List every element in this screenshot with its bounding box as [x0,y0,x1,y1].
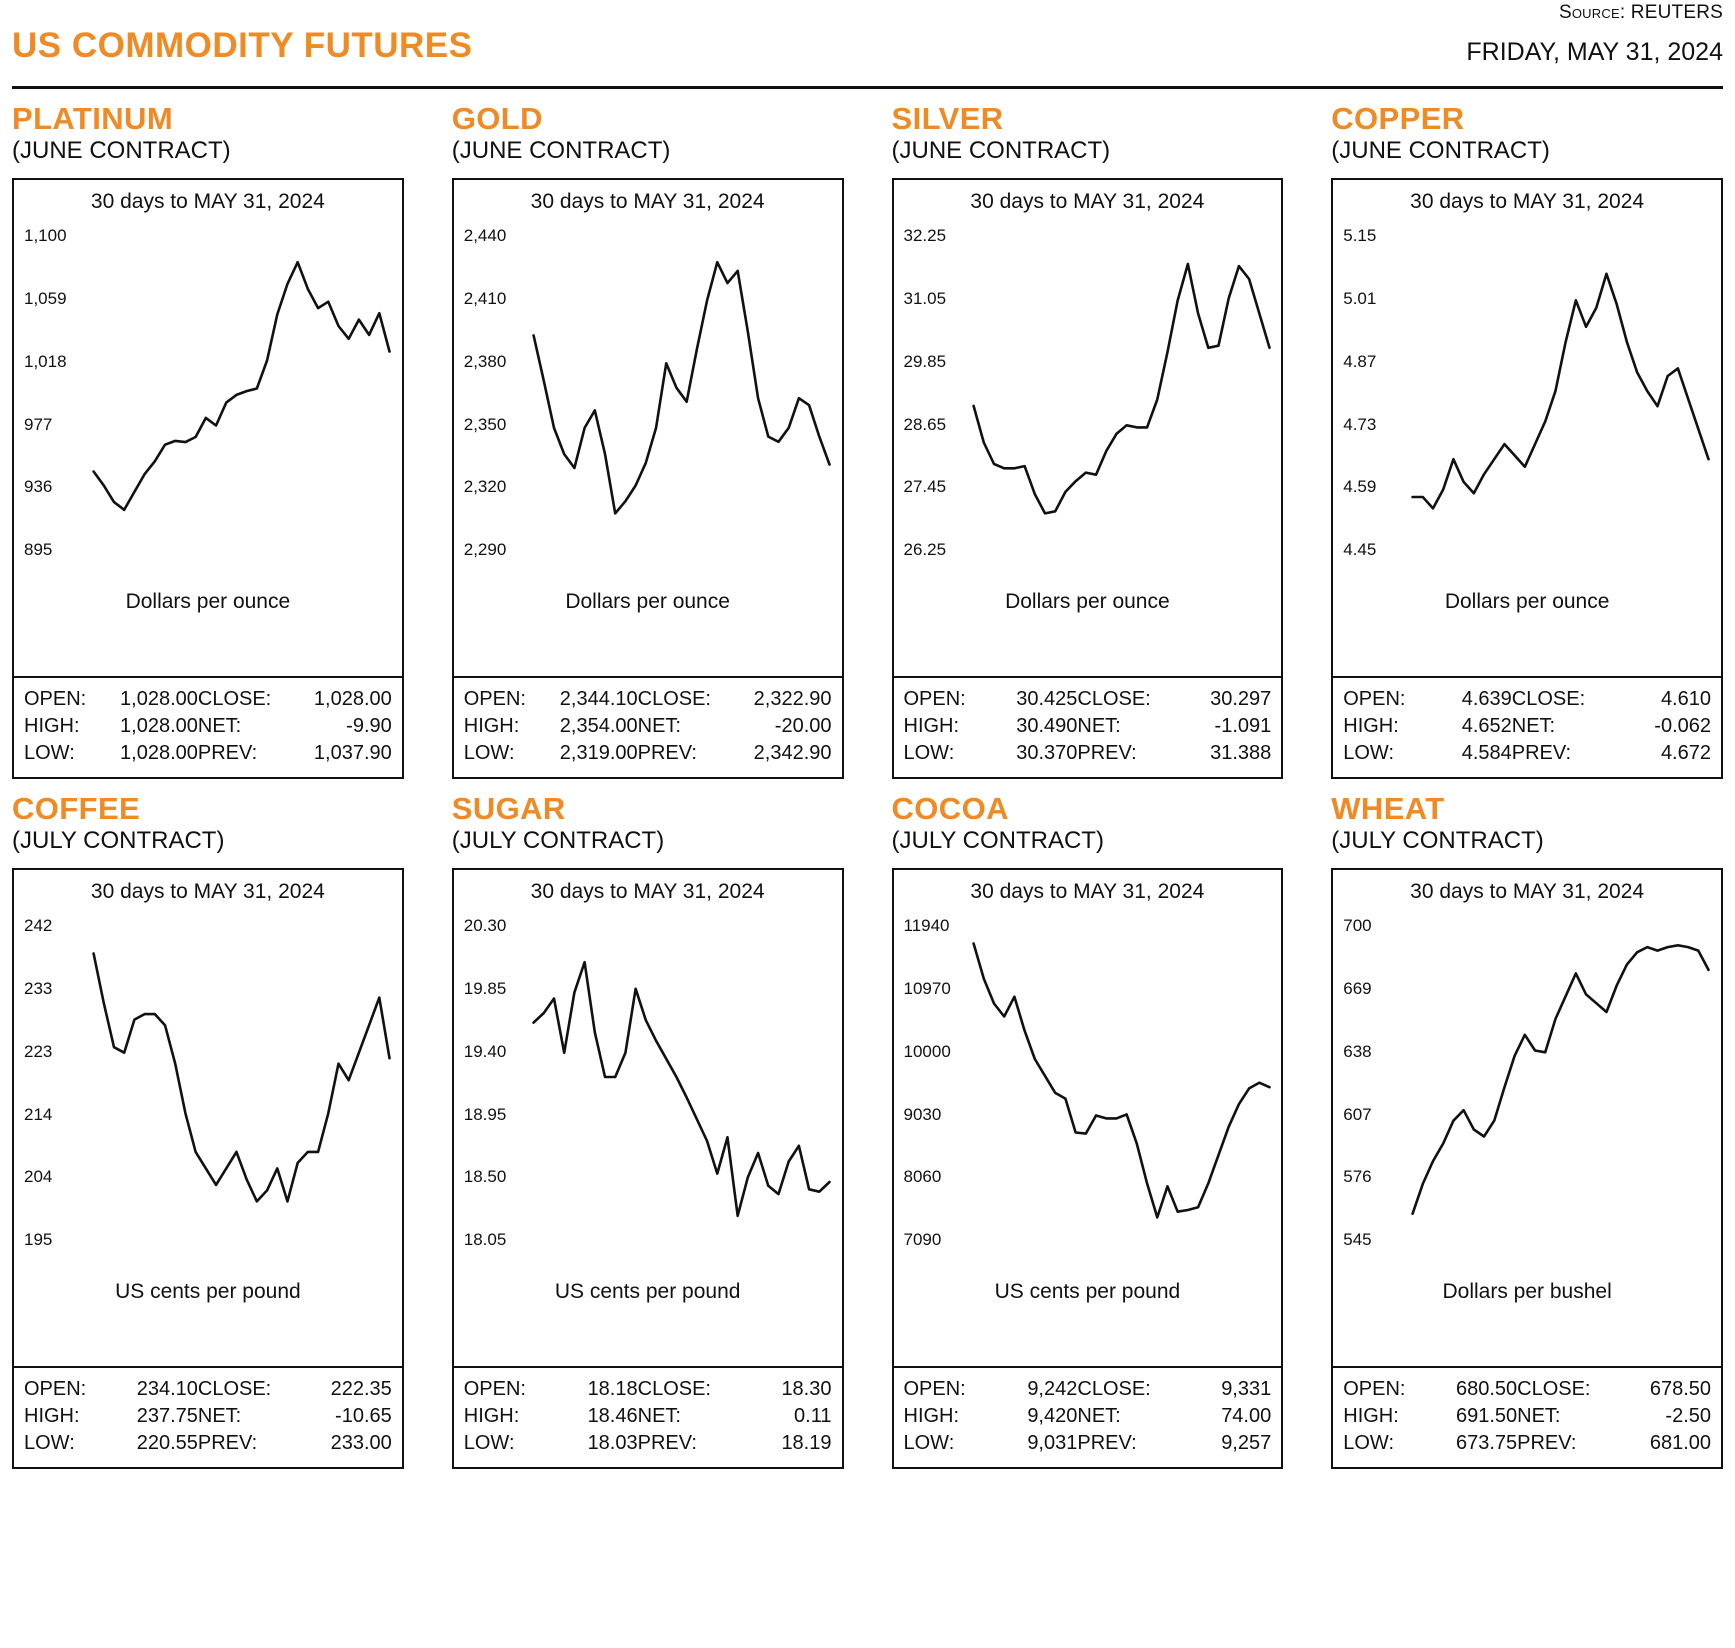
stats-row [1343,713,1711,740]
price-stats [1331,678,1723,779]
stat-label-net: NET: [1517,1405,1561,1428]
y-axis-tick-label: 18.50 [463,1167,507,1187]
y-axis-tick-label: 10000 [903,1041,951,1061]
y-axis-tick-label: 19.40 [463,1041,507,1061]
stat-value-net: -0.062 [1654,715,1711,738]
y-axis-tick-label: 5.01 [1343,288,1377,308]
y-axis-tick-label: 4.45 [1343,540,1377,560]
price-chart [12,178,404,678]
y-axis-tick-label: 242 [24,916,53,936]
stat-label-net: NET: [1077,715,1121,738]
stat-label-high: HIGH: [1343,1405,1399,1428]
stat-label-high: HIGH: [463,1405,520,1428]
stats-row [1343,1430,1711,1457]
price-stats [12,678,404,779]
stat-value-prev: 18.19 [781,1432,832,1455]
y-axis-tick-label: 10970 [903,979,951,999]
price-line [14,904,402,1310]
stat-value-close: 30.297 [1210,688,1272,711]
contract-month: (JULY CONTRACT) [891,826,1104,854]
stat-value-net: 0.11 [794,1405,832,1428]
stat-value-high: 237.75 [136,1405,198,1428]
stat-label-close: CLOSE: [1077,688,1151,711]
stat-value-high: 1,028.00 [120,715,198,738]
y-axis-tick-label: 195 [24,1230,53,1250]
chart-title: 30 days to MAY 31, 2024 [1410,190,1645,214]
stat-value-high: 30.490 [1016,715,1078,738]
stat-label-high: HIGH: [903,1405,960,1428]
stat-value-low: 220.55 [136,1432,198,1455]
y-axis-tick-label: 2,290 [463,540,507,560]
chart-title: 30 days to MAY 31, 2024 [1410,880,1645,904]
contract-month: (JUNE CONTRACT) [451,136,671,164]
contract-month: (JULY CONTRACT) [451,826,665,854]
contract-month: (JULY CONTRACT) [12,826,225,854]
stat-label-close: CLOSE: [1077,1378,1151,1401]
stat-label-high: HIGH: [903,715,960,738]
stat-label-low: LOW: [903,742,955,765]
chart-title: 30 days to MAY 31, 2024 [970,190,1205,214]
y-axis-tick-label: 4.59 [1343,477,1377,497]
page-title: US COMMODITY FUTURES [12,26,473,65]
y-axis-tick-label: 607 [1343,1104,1372,1124]
y-axis-tick-label: 700 [1343,916,1372,936]
stat-value-low: 4.584 [1461,742,1512,765]
page-header [8,0,1727,86]
commodity-name: PLATINUM [12,101,174,136]
y-axis-tick-label: 545 [1343,1230,1372,1250]
stat-value-close: 1,028.00 [313,688,392,711]
charts-grid [8,89,1727,1469]
commodity-name: COFFEE [12,791,141,827]
stat-value-low: 2,319.00 [559,742,638,765]
stat-label-net: NET: [1077,1405,1121,1428]
plot-area [454,904,842,1310]
units-label: Dollars per bushel [1442,1280,1612,1304]
stat-label-low: LOW: [24,742,75,765]
stat-label-open: OPEN: [903,1378,966,1401]
stats-row [904,713,1272,740]
chart-title: 30 days to MAY 31, 2024 [90,190,325,214]
stats-row [1343,686,1711,713]
stat-value-high: 691.50 [1455,1405,1518,1428]
stat-label-close: CLOSE: [1511,688,1586,711]
y-axis-tick-label: 204 [24,1167,53,1187]
plot-area [1333,904,1721,1310]
stat-value-prev: 1,037.90 [313,742,392,765]
chart-title: 30 days to MAY 31, 2024 [530,880,765,904]
y-axis-tick-label: 8060 [903,1167,942,1187]
stat-value-high: 18.46 [587,1405,638,1428]
price-line [454,904,842,1310]
price-stats [1331,1368,1723,1469]
stat-value-low: 1,028.00 [120,742,198,765]
y-axis-tick-label: 2,350 [463,414,507,434]
stat-value-close: 678.50 [1649,1378,1711,1401]
source-credit [1559,2,1723,24]
plot-area [894,214,1282,620]
commodity-card [452,89,844,779]
stats-row [24,1430,392,1457]
y-axis-tick-label: 9030 [903,1104,942,1124]
source-value: REUTERS [1630,2,1723,23]
stat-label-open: OPEN: [1343,1378,1406,1401]
price-chart [1331,178,1723,678]
stats-row [24,713,392,740]
source-label: Source: [1559,2,1626,23]
stat-value-net: -1.091 [1214,715,1272,738]
commodity-name: SUGAR [451,791,566,827]
stats-row [464,740,832,767]
contract-month: (JUNE CONTRACT) [1331,136,1550,164]
price-chart [452,178,844,678]
stat-value-net: 74.00 [1221,1405,1272,1428]
stat-value-close: 2,322.90 [753,688,832,711]
stat-label-low: LOW: [1343,742,1395,765]
stat-value-net: -20.00 [774,715,832,738]
stat-value-close: 222.35 [330,1378,392,1401]
stats-row [904,1403,1272,1430]
y-axis-tick-label: 1,018 [24,351,67,371]
price-chart [452,868,844,1368]
price-line [894,904,1282,1310]
stat-label-prev: PREV: [197,742,258,765]
stats-row [904,740,1272,767]
stats-row [24,1403,392,1430]
stat-label-open: OPEN: [1343,688,1406,711]
stat-value-prev: 31.388 [1210,742,1272,765]
stat-label-open: OPEN: [24,1378,87,1401]
stat-value-open: 30.425 [1016,688,1078,711]
stats-row [24,686,392,713]
stats-row [464,1430,832,1457]
stat-label-low: LOW: [1343,1432,1395,1455]
price-stats [452,1368,844,1469]
y-axis-tick-label: 977 [24,414,53,434]
stat-label-net: NET: [197,715,242,738]
stat-value-net: -10.65 [335,1405,392,1428]
price-chart [892,868,1284,1368]
price-stats [892,678,1284,779]
y-axis-tick-label: 4.87 [1343,351,1377,371]
stat-label-high: HIGH: [1343,715,1399,738]
stat-value-open: 234.10 [136,1378,198,1401]
stat-label-open: OPEN: [463,688,526,711]
stats-row [464,1403,832,1430]
stats-row [904,1430,1272,1457]
stat-label-net: NET: [1511,715,1556,738]
stat-value-open: 1,028.00 [120,688,198,711]
plot-area [14,904,402,1310]
stat-value-high: 2,354.00 [559,715,638,738]
stat-value-open: 9,242 [1027,1378,1078,1401]
y-axis-tick-label: 1,100 [24,226,67,246]
y-axis-tick-label: 233 [24,979,53,999]
commodity-card [892,89,1284,779]
units-label: Dollars per ounce [1444,590,1610,614]
price-chart [12,868,404,1368]
stat-label-prev: PREV: [1077,1432,1137,1455]
units-label: US cents per pound [115,1280,301,1304]
commodity-name: SILVER [891,101,1004,136]
y-axis-tick-label: 29.85 [903,351,947,371]
stat-label-open: OPEN: [903,688,966,711]
stats-row [464,713,832,740]
stats-row [464,686,832,713]
stat-value-prev: 681.00 [1649,1432,1711,1455]
commodity-card [12,779,404,1469]
y-axis-tick-label: 223 [24,1041,53,1061]
price-stats [892,1368,1284,1469]
y-axis-tick-label: 11940 [903,916,950,936]
plot-area [454,214,842,620]
stat-value-prev: 233.00 [330,1432,392,1455]
stat-value-low: 9,031 [1027,1432,1078,1455]
stats-row [1343,740,1711,767]
stat-label-close: CLOSE: [637,688,711,711]
commodity-name: WHEAT [1331,791,1445,827]
stats-row [904,686,1272,713]
units-label: Dollars per ounce [565,590,730,614]
stat-label-open: OPEN: [24,688,87,711]
stat-label-net: NET: [637,1405,681,1428]
stat-label-open: OPEN: [463,1378,526,1401]
y-axis-tick-label: 28.65 [903,414,947,434]
stats-row [1343,1403,1711,1430]
stat-label-prev: PREV: [1511,742,1572,765]
y-axis-tick-label: 576 [1343,1167,1372,1187]
y-axis-tick-label: 19.85 [463,979,507,999]
y-axis-tick-label: 936 [24,477,53,497]
stat-label-high: HIGH: [24,1405,80,1428]
stat-label-prev: PREV: [1077,742,1137,765]
units-label: US cents per pound [554,1280,741,1304]
stat-label-prev: PREV: [1517,1432,1577,1455]
stat-value-close: 4.610 [1660,688,1711,711]
y-axis-tick-label: 638 [1343,1041,1372,1061]
stat-value-prev: 9,257 [1221,1432,1272,1455]
stat-label-prev: PREV: [197,1432,258,1455]
y-axis-tick-label: 1,059 [24,288,67,308]
stat-value-net: -9.90 [346,715,392,738]
units-label: US cents per pound [994,1280,1181,1304]
stat-value-low: 30.370 [1016,742,1078,765]
y-axis-tick-label: 669 [1343,979,1372,999]
stat-label-net: NET: [637,715,681,738]
y-axis-tick-label: 20.30 [463,916,507,936]
stats-row [24,740,392,767]
commodity-name: GOLD [451,101,543,136]
stat-label-prev: PREV: [637,1432,697,1455]
chart-title: 30 days to MAY 31, 2024 [530,190,765,214]
stat-value-low: 18.03 [587,1432,638,1455]
contract-month: (JULY CONTRACT) [1331,826,1544,854]
y-axis-tick-label: 26.25 [903,540,947,560]
stat-value-close: 9,331 [1221,1378,1272,1401]
y-axis-tick-label: 895 [24,540,53,560]
commodity-card [1331,89,1723,779]
price-line [454,214,842,620]
stat-label-low: LOW: [463,742,515,765]
stat-value-close: 18.30 [781,1378,832,1401]
stat-label-low: LOW: [463,1432,515,1455]
units-label: Dollars per ounce [1005,590,1170,614]
stats-row [464,1376,832,1403]
stat-label-low: LOW: [24,1432,75,1455]
stat-value-prev: 2,342.90 [753,742,832,765]
commodity-name: COPPER [1331,101,1465,136]
y-axis-tick-label: 2,410 [463,288,507,308]
stat-value-open: 18.18 [587,1378,638,1401]
chart-title: 30 days to MAY 31, 2024 [970,880,1205,904]
stat-value-open: 4.639 [1461,688,1512,711]
y-axis-tick-label: 214 [24,1104,53,1124]
y-axis-tick-label: 5.15 [1343,226,1377,246]
contract-month: (JUNE CONTRACT) [12,136,231,164]
stat-label-high: HIGH: [24,715,80,738]
price-chart [892,178,1284,678]
price-chart [1331,868,1723,1368]
y-axis-tick-label: 18.05 [463,1230,507,1250]
stat-value-low: 673.75 [1455,1432,1518,1455]
stats-row [24,1376,392,1403]
stat-label-net: NET: [197,1405,242,1428]
stat-value-high: 4.652 [1461,715,1512,738]
y-axis-tick-label: 18.95 [463,1104,507,1124]
price-line [1333,904,1721,1310]
stat-value-high: 9,420 [1027,1405,1078,1428]
y-axis-tick-label: 7090 [903,1230,942,1250]
stat-label-high: HIGH: [463,715,520,738]
y-axis-tick-label: 2,440 [463,226,507,246]
commodity-card [12,89,404,779]
commodity-card [892,779,1284,1469]
stats-row [1343,1376,1711,1403]
y-axis-tick-label: 2,320 [463,477,507,497]
y-axis-tick-label: 31.05 [903,288,947,308]
plot-area [894,904,1282,1310]
stat-label-close: CLOSE: [1517,1378,1591,1401]
stat-label-low: LOW: [903,1432,955,1455]
stat-label-close: CLOSE: [197,1378,272,1401]
stat-value-net: -2.50 [1665,1405,1711,1428]
contract-month: (JUNE CONTRACT) [891,136,1111,164]
page-date: FRIDAY, MAY 31, 2024 [1466,38,1723,66]
stat-label-close: CLOSE: [637,1378,711,1401]
stats-row [904,1376,1272,1403]
y-axis-tick-label: 2,380 [463,351,507,371]
stat-value-open: 680.50 [1455,1378,1518,1401]
price-stats [12,1368,404,1469]
stat-label-close: CLOSE: [197,688,272,711]
price-line [1333,214,1721,620]
y-axis-tick-label: 27.45 [903,477,947,497]
price-line [894,214,1282,620]
price-line [14,214,402,620]
plot-area [14,214,402,620]
commodity-name: COCOA [891,791,1009,827]
y-axis-tick-label: 4.73 [1343,414,1377,434]
stat-value-prev: 4.672 [1660,742,1711,765]
price-stats [452,678,844,779]
units-label: Dollars per ounce [125,590,291,614]
chart-title: 30 days to MAY 31, 2024 [90,880,325,904]
stat-value-open: 2,344.10 [559,688,638,711]
plot-area [1333,214,1721,620]
y-axis-tick-label: 32.25 [903,226,947,246]
commodity-card [1331,779,1723,1469]
stat-label-prev: PREV: [637,742,697,765]
commodity-card [452,779,844,1469]
